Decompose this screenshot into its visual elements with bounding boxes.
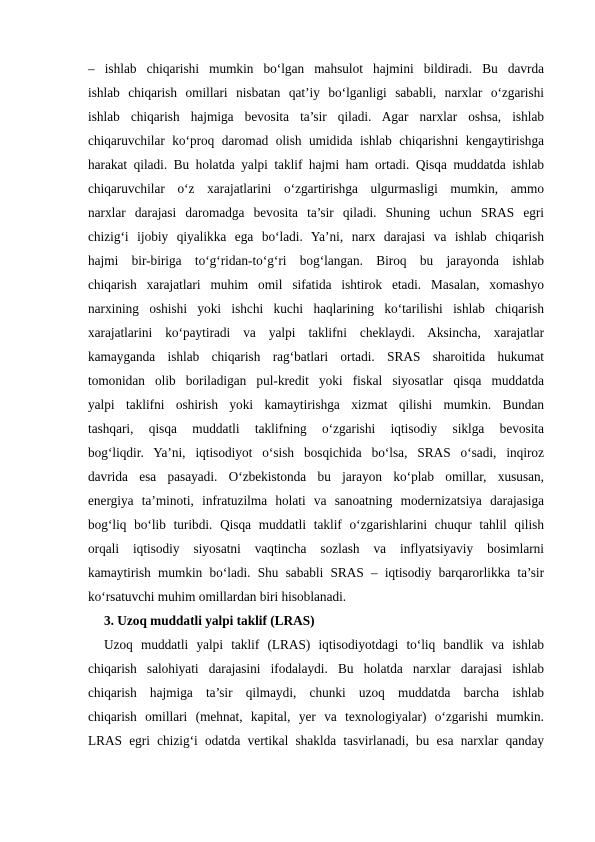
text-line: hajmi bir-biriga to‘g‘ridan-to‘g‘ri bog‘langan. Biroq bu jarayonda ishlab [88, 253, 544, 268]
text-line: xarajatlarini ko‘paytiradi va yalpi taklifni cheklaydi. Aksincha, xarajatlar [88, 325, 544, 340]
text-line: yalpi taklifni oshirish yoki kamaytirishga xizmat qilishi mumkin. Bundan [88, 397, 544, 412]
text-line: bog‘liqdir. Ya’ni, iqtisodiyot o‘sish bosqichida bo‘lsa, SRAS o‘sadi, inqiroz [88, 445, 544, 460]
text-line: orqali iqtisodiy siyosatni vaqtincha sozlash va inflyatsiyaviy bosimlarni [88, 541, 544, 556]
text-line: ishlab chiqarish hajmiga bevosita ta’sir qiladi. Agar narxlar oshsa, ishlab [88, 109, 544, 124]
text-line: tashqari, qisqa muddatli taklifning o‘zgarishi iqtisodiy siklga bevosita [88, 421, 544, 436]
text-line: bog‘liq bo‘lib turibdi. Qisqa muddatli taklif o‘zgarishlarini chuqur tahlil qilish [88, 517, 544, 532]
paragraph [88, 57, 544, 609]
text-line: ko‘rsatuvchi muhim omillardan biri hisoblanadi. [88, 589, 347, 604]
text-line: Uzoq muddatli yalpi taklif (LRAS) iqtisodiyotdagi to‘liq bandlik va ishlab [104, 637, 544, 652]
text-line: tomonidan olib boriladigan pul-kredit yoki fiskal siyosatlar qisqa muddatda [88, 373, 544, 388]
text-line: energiya ta’minoti, infratuzilma holati va sanoatning modernizatsiya darajasiga [88, 493, 544, 508]
text-line: kamaytirish mumkin bo‘ladi. Shu sababli SRAS – iqtisodiy barqarorlikka ta’sir [88, 565, 544, 580]
text-line: davrida esa pasayadi. O‘zbekistonda bu jarayon ko‘plab omillar, xususan, [88, 469, 544, 484]
text-line: chiqarish omillari (mehnat, kapital, yer va texnologiyalar) o‘zgarishi mumkin. [88, 709, 544, 724]
paragraph [88, 633, 544, 753]
text-line: ishlab chiqarish omillari nisbatan qat’iy bo‘lganligi sababli, narxlar o‘zgarishi [88, 85, 544, 100]
text-line: chiqaruvchilar ko‘proq daromad olish umidida ishlab chiqarishni kengaytirishga [88, 133, 544, 148]
section-heading: 3. Uzoq muddatli yalpi taklif (LRAS) [104, 613, 315, 628]
text-line: LRAS egri chizig‘i odatda vertikal shaklda tasvirlanadi, bu esa narxlar qanday [88, 733, 544, 748]
text-line: chiqaruvchilar o‘z xarajatlarini o‘zgartirishga ulgurmasligi mumkin, ammo [88, 181, 544, 196]
document-body [88, 57, 544, 753]
text-line: chiqarish xarajatlari muhim omil sifatida ishtirok etadi. Masalan, xomashyo [88, 277, 544, 292]
text-line: chizig‘i ijobiy qiyalikka ega bo‘ladi. Ya’ni, narx darajasi va ishlab chiqarish [88, 229, 544, 244]
text-line: kamayganda ishlab chiqarish rag‘batlari ortadi. SRAS sharoitida hukumat [88, 349, 544, 364]
text-line: chiqarish hajmiga ta’sir qilmaydi, chunki uzoq muddatda barcha ishlab [88, 685, 544, 700]
text-line: harakat qiladi. Bu holatda yalpi taklif hajmi ham ortadi. Qisqa muddatda ishlab [88, 157, 544, 172]
text-line: narxining oshishi yoki ishchi kuchi haqlarining ko‘tarilishi ishlab chiqarish [88, 301, 544, 316]
text-line: chiqarish salohiyati darajasini ifodalaydi. Bu holatda narxlar darajasi ishlab [88, 661, 544, 676]
text-line: – ishlab chiqarishi mumkin bo‘lgan mahsulot hajmini bildiradi. Bu davrda [88, 61, 544, 76]
text-line: narxlar darajasi daromadga bevosita ta’sir qiladi. Shuning uchun SRAS egri [88, 205, 544, 220]
